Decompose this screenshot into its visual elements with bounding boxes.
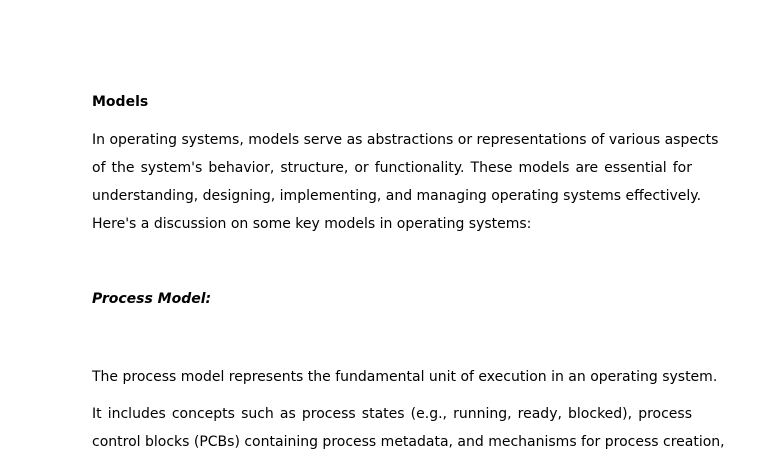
process-model-subheading: Process Model: xyxy=(92,291,212,307)
process-detail-line: It includes concepts such as process states (e.g., running, ready, blocked), process xyxy=(92,406,692,422)
process-detail-paragraph xyxy=(92,400,725,456)
intro-line: of the system's behavior, structure, or functionality. These models are essential for xyxy=(92,160,692,176)
intro-paragraph xyxy=(92,126,719,238)
intro-line: In operating systems, models serve as abstractions or representations of various aspects xyxy=(92,132,719,148)
intro-line: Here's a discussion on some key models in operating systems: xyxy=(92,216,532,232)
process-detail-line: control blocks (PCBs) containing process metadata, and mechanisms for process creation, xyxy=(92,434,725,450)
process-model-paragraph: The process model represents the fundamental unit of execution in an operating system. xyxy=(92,369,718,385)
section-heading: Models xyxy=(92,94,149,110)
intro-line: understanding, designing, implementing, and managing operating systems effectively. xyxy=(92,188,702,204)
